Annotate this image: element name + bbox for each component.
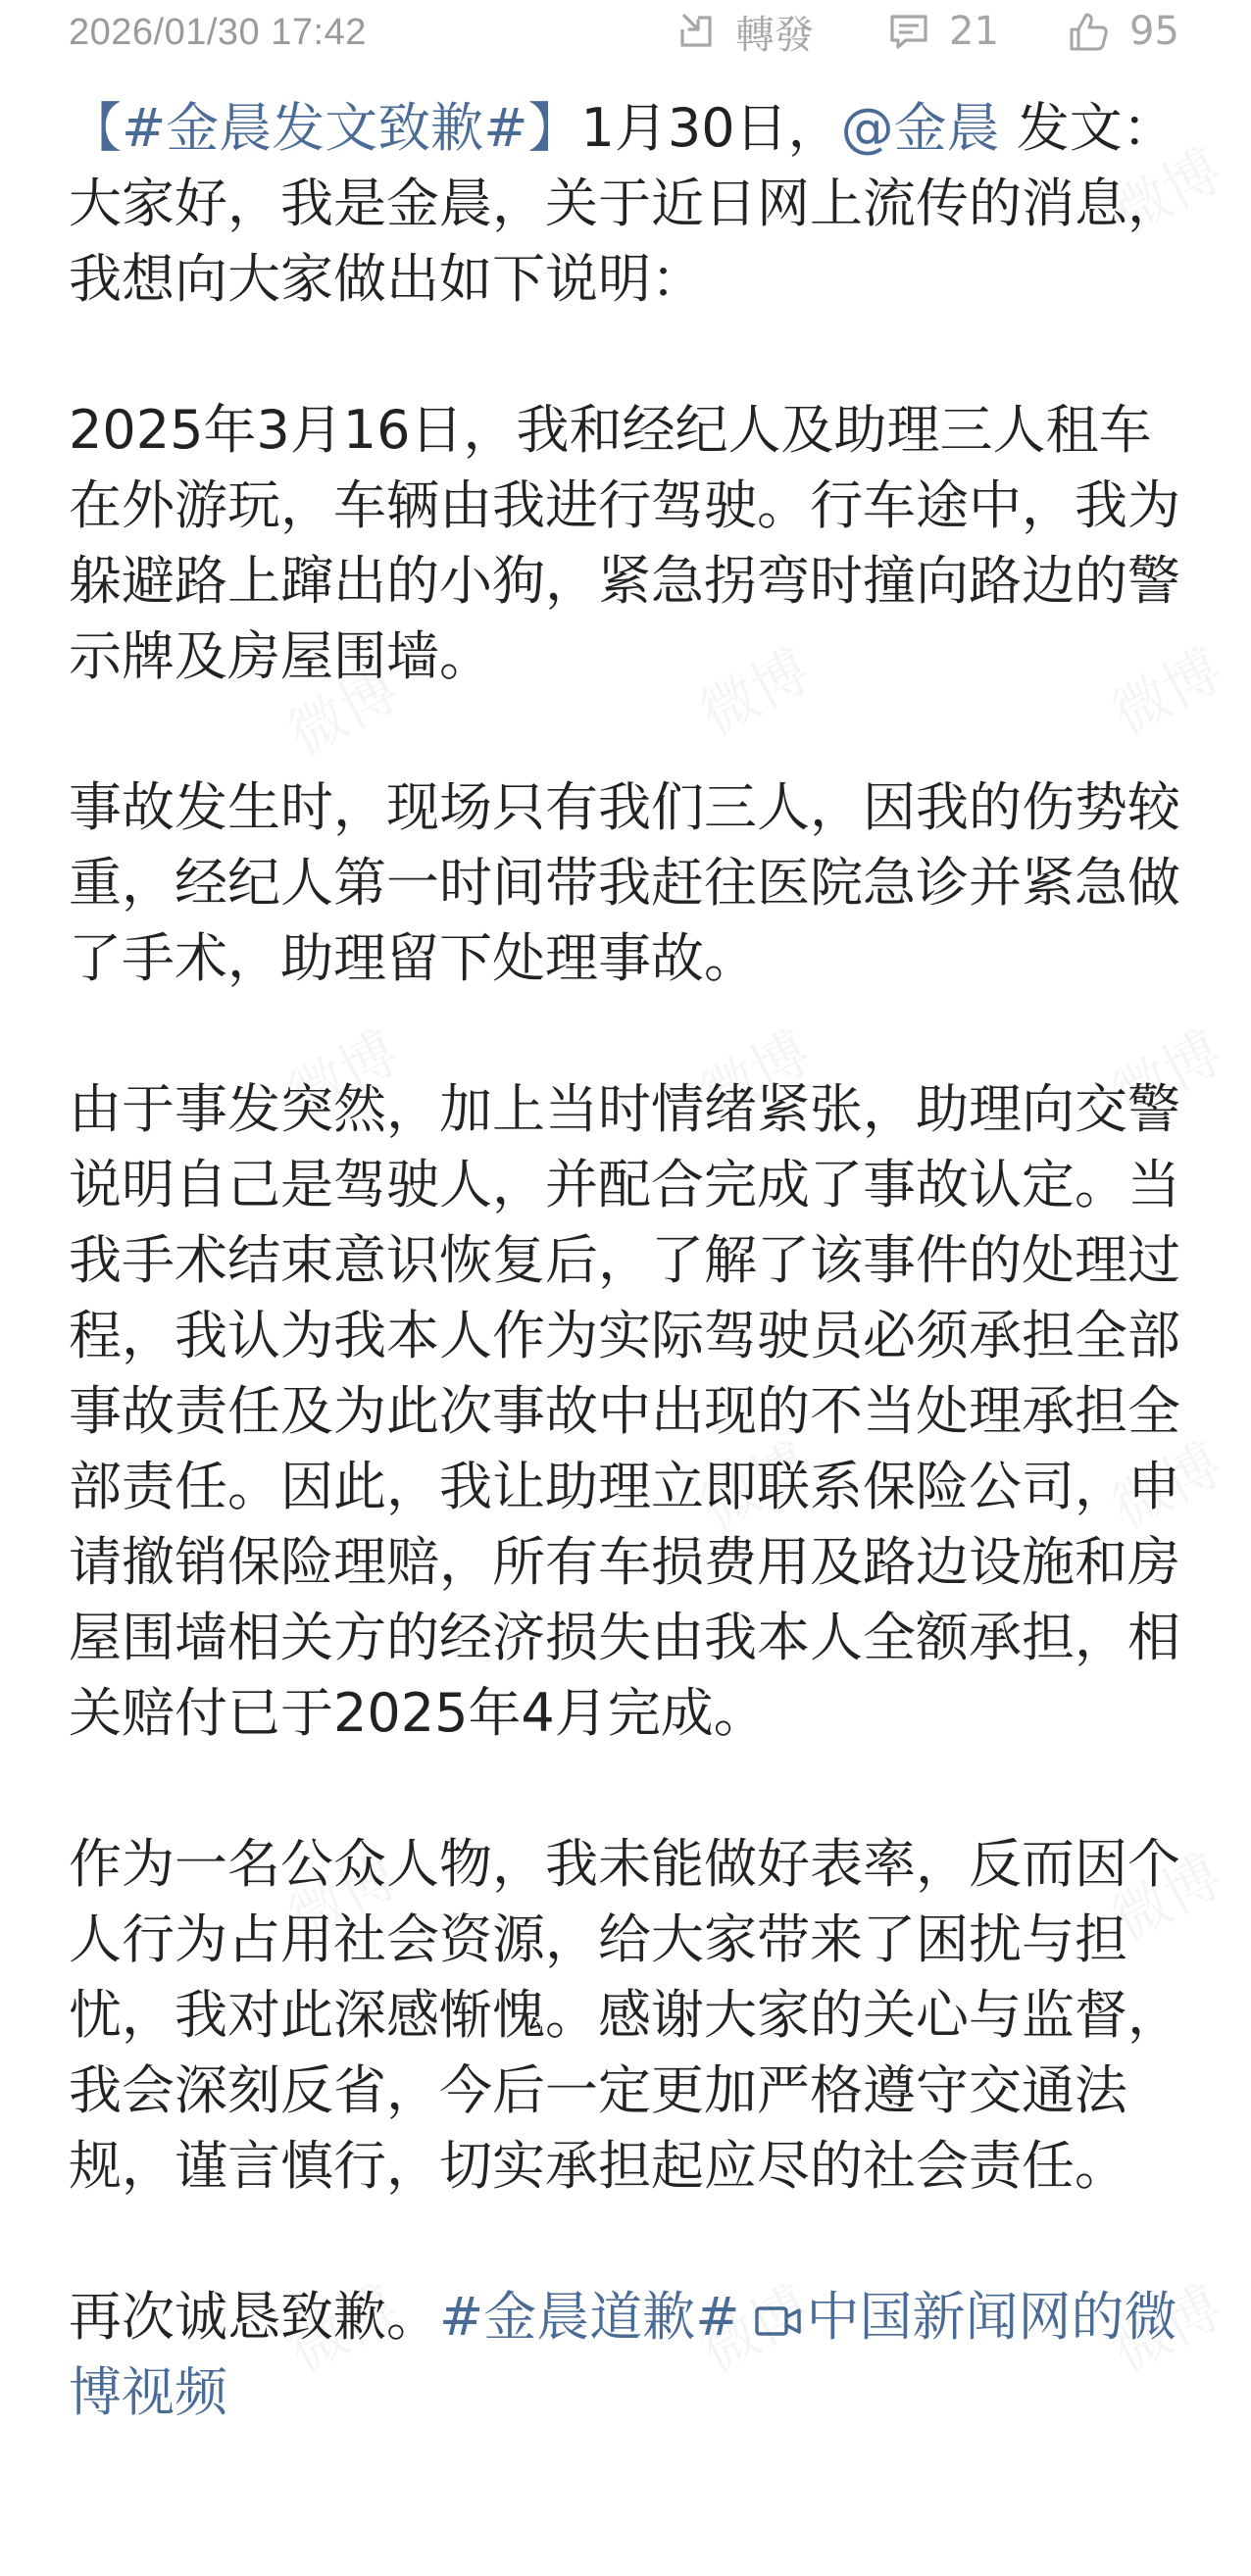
comment-icon <box>888 12 929 51</box>
video-icon <box>754 2302 803 2341</box>
paragraph-gap <box>69 1751 1186 1826</box>
closing-text: 再次诚恳致歉。 <box>69 2286 439 2348</box>
post-timestamp: 2026/01/30 17:42 <box>69 12 367 53</box>
closing-paragraph <box>69 2279 1186 2430</box>
comment-count: 21 <box>949 9 999 54</box>
paragraph-2: 事故发生时，现场只有我们三人，因我的伤势较重，经纪人第一时间带我赶往医院急诊并紧急做了手术，助理留下处理事故。 <box>69 776 1180 989</box>
share-icon <box>676 12 716 51</box>
like-count: 95 <box>1129 9 1179 54</box>
paragraph-4: 作为一名公众人物，我未能做好表率，反而因个人行为占用社会资源，给大家带来了困扰与担忧，我对此深感惭愧。感谢大家的关心与监督，我会深刻反省，今后一定更加严格遵守交通法规，谨言慎行，切实承担起应尽的社会责任。 <box>69 1833 1180 2197</box>
comment-button[interactable] <box>888 4 999 59</box>
post-date-text: 1月30日， <box>580 97 841 159</box>
hashtag-topic-apology[interactable]: #金晨道歉# <box>439 2286 740 2348</box>
post-meta-bar <box>0 0 1251 65</box>
paragraph-gap <box>69 694 1186 769</box>
hashtag-topic-apology-post[interactable]: 【#金晨发文致歉#】 <box>69 97 581 159</box>
paragraph-gap <box>69 317 1186 392</box>
thumbs-up-icon <box>1067 10 1110 53</box>
video-link[interactable]: 中国新闻网的微博视频 <box>69 2286 1177 2423</box>
paragraph-3: 由于事发突然，加上当时情绪紧张，助理向交警说明自己是驾驶人，并配合完成了事故认定。当我手术结束意识恢复后，了解了该事件的处理过程，我认为我本人作为实际驾驶员必须承担全部事故责任及为此次事故中出现的不当处理承担全部责任。因此，我让助理立即联系保险公司，申请撤销保险理赔，所有车损费用及路边设施和房屋围墙相关方的经济损失由我本人全额承担，相关赔付已于2025年4月完成。 <box>69 1078 1180 1744</box>
forward-button[interactable] <box>676 4 814 59</box>
paragraph-1: 2025年3月16日，我和经纪人及助理三人租车在外游玩，车辆由我进行驾驶。行车途中，我为躲避路上蹿出的小狗，紧急拐弯时撞向路边的警示牌及房屋围墙。 <box>69 399 1180 687</box>
forward-label: 轉發 <box>735 12 814 58</box>
intro-text: 发文：大家好，我是金晨，关于近日网上流传的消息，我想向大家做出如下说明： <box>69 97 1180 310</box>
mention-link[interactable]: @金晨 <box>840 97 1000 159</box>
post-intro <box>69 90 1186 317</box>
like-button[interactable] <box>1067 4 1179 59</box>
post-body <box>69 90 1186 2430</box>
paragraph-gap <box>69 996 1186 1071</box>
paragraph-gap <box>69 2204 1186 2279</box>
